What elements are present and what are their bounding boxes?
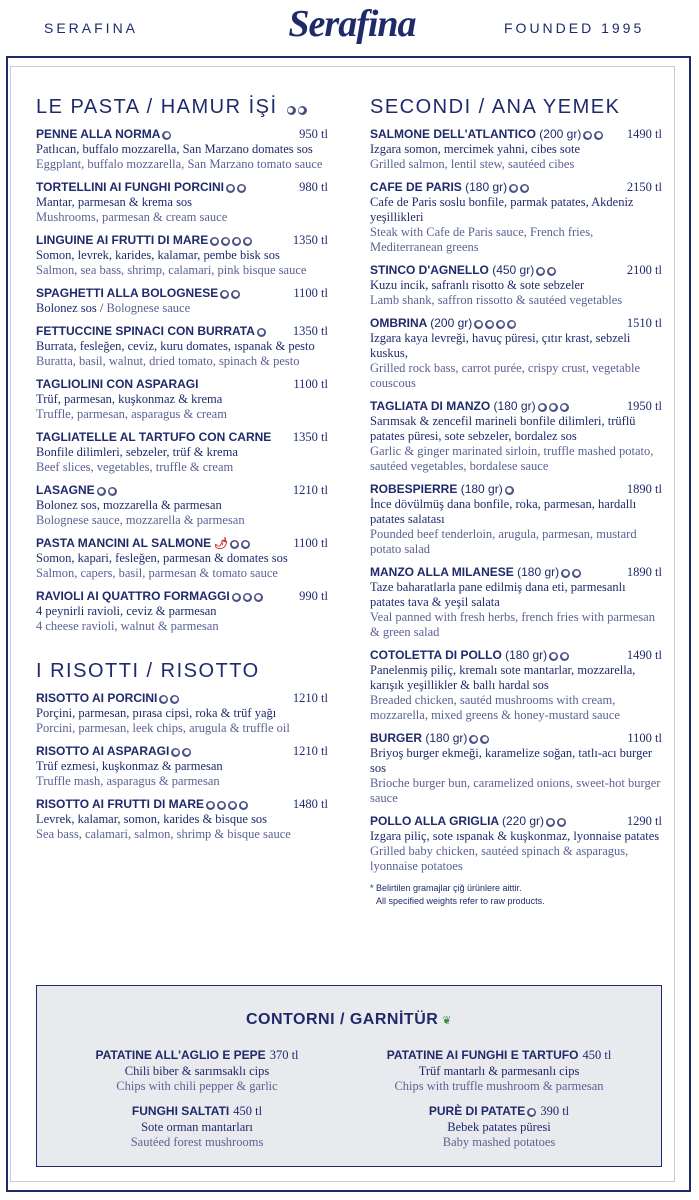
item-name: LASAGNE ● ● [36, 483, 116, 497]
item-name: POLLO ALLA GRIGLIA (220 gr) ● ● [370, 814, 565, 828]
item-name: SALMONE DELL'ATLANTICO (200 gr) ● ● [370, 127, 602, 141]
allergen-icon: ● [481, 735, 488, 743]
chili-icon: 🌶 [214, 538, 229, 550]
item-price: 1490 tl [626, 127, 662, 141]
item-desc-tr: Mantar, parmesan & krema sos [36, 195, 193, 209]
item-price: 1890 tl [626, 482, 662, 496]
item-desc-tr: Chili biber & sarımsaklı cips [124, 1064, 270, 1078]
menu-item [36, 286, 328, 316]
item-desc-tr: Bolonez sos, mozzarella & parmesan [36, 498, 222, 512]
item-desc-tr: Trüf mantarlı & parmesanlı cips [418, 1064, 580, 1078]
menu-item [370, 565, 662, 640]
allergen-icon: ● [584, 131, 591, 139]
item-name: TAGLIATELLE AL TARTUFO CON CARNE [36, 430, 272, 444]
item-name: RAVIOLI AI QUATTRO FORMAGGI ● ● ● [36, 589, 262, 603]
item-desc-tr: Burrata, fesleğen, ceviz, kuru domates, ıspanak & pesto [36, 339, 315, 353]
allergen-icon: ● [172, 748, 179, 756]
item-desc-en: Salmon, capers, basil, parmesan & tomato sauce [36, 566, 278, 580]
menu-item [36, 180, 328, 225]
allergen-icon: ● [227, 184, 234, 192]
item-name: SPAGHETTI ALLA BOLOGNESE ● ● [36, 286, 239, 300]
item-desc-en: Lamb shank, saffron rissotto & sautéed vegetables [370, 293, 623, 307]
item-price: 1480 tl [292, 797, 328, 811]
item-price: 1490 tl [626, 648, 662, 662]
founded-text: FOUNDED 1995 [504, 20, 645, 36]
item-name: PENNE ALLA NORMA ● [36, 127, 170, 141]
menu-item [36, 536, 328, 581]
item-desc-tr: Bebek patates püresi [447, 1120, 551, 1134]
allergen-icon: ● [550, 652, 557, 660]
item-price: 2150 tl [626, 180, 662, 194]
item-desc-tr: İnce dövülmüş dana bonfile, roka, parmesan, hardallı patates salatası [370, 497, 637, 526]
pasta-section-title: LE PASTA / HAMUR İŞİ ● ● [36, 96, 306, 118]
item-desc-en: Sautéed forest mushrooms [130, 1135, 264, 1149]
item-name: PASTA MANCINI AL SALMONE 🌶 ● ● [36, 536, 249, 550]
item-name: FETTUCCINE SPINACI CON BURRATA ● [36, 324, 265, 338]
item-desc-en: Brioche burger bun, caramelized onions, sweet-hot burger sauce [370, 776, 661, 805]
allergen-icon: ● [497, 320, 504, 328]
item-desc-en: Veal panned with fresh herbs, french fries with parmesan & green salad [370, 610, 655, 639]
allergen-icon: ● [298, 106, 306, 114]
allergen-icon: ● [171, 695, 178, 703]
item-desc-en: Salmon, sea bass, shrimp, calamari, pink bisque sauce [36, 263, 307, 277]
menu-item [36, 233, 328, 278]
allergen-icon: ● [233, 237, 240, 245]
menu-item [36, 691, 328, 736]
item-desc-tr: Somon, levrek, karides, kalamar, pembe bisk sos [36, 248, 280, 262]
item-desc-en: Truffle mash, asparagus & parmesan [36, 774, 220, 788]
allergen-icon: ● [183, 748, 190, 756]
item-name: PATATINE ALL'AGLIO E PEPE [95, 1048, 266, 1062]
item-price: 1100 tl [293, 536, 328, 550]
item-desc-tr: Cafe de Paris soslu bonfile, parmak patates, Akdeniz yeşillikleri [370, 195, 634, 224]
menu-item [370, 731, 662, 806]
allergen-icon: ● [109, 487, 116, 495]
contorni-title: CONTORNI / GARNİTÜR ❦ [245, 1011, 453, 1028]
allergen-icon: ● [229, 801, 236, 809]
item-price: 390 tl [540, 1104, 570, 1118]
item-price: 1510 tl [626, 316, 662, 330]
allergen-icon: ● [539, 403, 546, 411]
allergen-icon: ● [163, 131, 170, 139]
item-price: 1290 tl [626, 814, 662, 828]
right-column [370, 96, 662, 908]
item-desc-tr: Taze baharatlarla pane edilmiş dana eti, parmesanlı patates tava & yeşil salata [370, 580, 626, 609]
item-desc-en: Pounded beef tenderloin, arugula, parmesan, mustard potato salad [370, 527, 637, 556]
item-desc-en: Buratta, basil, walnut, dried tomato, spinach & pesto [36, 354, 300, 368]
item-desc-en: Chips with chili pepper & garlic [116, 1079, 278, 1093]
allergen-icon: ● [528, 1108, 535, 1116]
side-item [349, 1102, 649, 1150]
item-price: 1350 tl [292, 430, 328, 444]
item-desc-tr: Somon, kapari, fesleğen, parmesan & domates sos [36, 551, 288, 565]
allergen-icon: ● [207, 801, 214, 809]
item-name: PURÈ DI PATATE ● [428, 1104, 535, 1118]
item-name: CAFE DE PARIS (180 gr) ● ● [370, 180, 528, 194]
item-name: BURGER (180 gr) ● ● [370, 731, 488, 745]
item-desc-tr: Izgara kaya levreği, havuç püresi, çıtır krast, sebzeli kuskus, [370, 331, 631, 360]
allergen-icon: ● [510, 184, 517, 192]
allergen-icon: ● [475, 320, 482, 328]
item-desc-en: Sea bass, calamari, salmon, shrimp & bisque sauce [36, 827, 291, 841]
item-price: 950 tl [299, 127, 328, 141]
item-name: TAGLIATA DI MANZO (180 gr) ● ● ● [370, 399, 568, 413]
serafina-logo: Serafina [288, 3, 416, 45]
allergen-icon: ● [258, 328, 265, 336]
item-name: RISOTTO AI PORCINI ● ● [36, 691, 178, 705]
item-desc-tr: Bonfile dilimleri, sebzeler, trüf & krema [36, 445, 238, 459]
menu-item [36, 324, 328, 369]
item-name: RISOTTO AI ASPARAGI ● ● [36, 744, 190, 758]
allergen-icon: ● [508, 320, 515, 328]
item-desc-en: Truffle, parmesan, asparagus & cream [36, 407, 227, 421]
item-price: 450 tl [582, 1048, 612, 1062]
allergen-icon: ● [160, 695, 167, 703]
allergen-icon: ● [558, 818, 565, 826]
item-price: 1210 tl [292, 744, 328, 758]
menu-item [36, 430, 328, 475]
allergen-icon: ● [561, 403, 568, 411]
allergen-icon: ● [255, 593, 262, 601]
item-name: LINGUINE AI FRUTTI DI MARE ● ● ● ● [36, 233, 251, 247]
allergen-icon: ● [548, 267, 555, 275]
item-desc-tr: Kuzu incik, safranlı risotto & sote sebzeler [370, 278, 585, 292]
item-desc-tr: Patlıcan, buffalo mozzarella, San Marzano domates sos [36, 142, 313, 156]
item-price: 1890 tl [626, 565, 662, 579]
item-name: PATATINE AI FUNGHI E TARTUFO [386, 1048, 579, 1062]
item-desc-tr: Trüf, parmesan, kuşkonmaz & krema [36, 392, 223, 406]
menu-item [370, 263, 662, 308]
allergen-icon: ● [547, 818, 554, 826]
menu-item [370, 648, 662, 723]
item-desc-en: Garlic & ginger marinated sirloin, truffle mashed potato, sautéed vegetables, bordalese sauce [370, 444, 654, 473]
weight-footnote: * Belirtilen gramajlar çiğ ürünlere aittir. All specified weights refer to raw products. [370, 883, 545, 906]
item-name: RISOTTO AI FRUTTI DI MARE ● ● ● ● [36, 797, 247, 811]
menu-item [36, 483, 328, 528]
item-desc-en: Grilled rock bass, carrot purée, crispy crust, vegetable couscous [370, 361, 641, 390]
secondi-section-title: SECONDI / ANA YEMEK [370, 96, 621, 118]
item-desc-en: Porcini, parmesan, leek chips, arugula & truffle oil [36, 721, 290, 735]
item-price: 990 tl [299, 589, 328, 603]
item-price: 1100 tl [293, 286, 328, 300]
menu-item [370, 180, 662, 255]
allergen-icon: ● [595, 131, 602, 139]
item-desc-en: Bolognese sauce, mozzarella & parmesan [36, 513, 245, 527]
allergen-icon: ● [486, 320, 493, 328]
risotto-section-title: I RISOTTI / RISOTTO [36, 660, 260, 682]
item-price: 1210 tl [292, 483, 328, 497]
menu-item [36, 127, 328, 172]
item-name: STINCO D'AGNELLO (450 gr) ● ● [370, 263, 555, 277]
item-price: 1100 tl [627, 731, 662, 745]
menu-header [0, 0, 699, 58]
item-name: COTOLETTA DI POLLO (180 gr) ● ● [370, 648, 568, 662]
allergen-icon: ● [232, 290, 239, 298]
item-name: TORTELLINI AI FUNGHI PORCINI ● ● [36, 180, 245, 194]
allergen-icon: ● [506, 486, 513, 494]
allergen-icon: ● [537, 267, 544, 275]
item-price: 1350 tl [292, 233, 328, 247]
item-name: ROBESPIERRE (180 gr) ● [370, 482, 513, 496]
allergen-icon: ● [233, 593, 240, 601]
allergen-icon: ● [470, 735, 477, 743]
item-price: 370 tl [269, 1048, 299, 1062]
allergen-icon: ● [244, 237, 251, 245]
allergen-icon: ● [287, 106, 295, 114]
item-desc-en: 4 cheese ravioli, walnut & parmesan [36, 619, 219, 633]
item-name: TAGLIOLINI CON ASPARAGI [36, 377, 199, 391]
item-desc-en: Steak with Cafe de Paris sauce, French fries, Mediterranean greens [370, 225, 594, 254]
menu-item [36, 377, 328, 422]
allergen-icon: ● [562, 569, 569, 577]
item-desc-en: Grilled baby chicken, sautéed spinach & asparagus, lyonnaise potatoes [370, 844, 629, 873]
allergen-icon: ● [231, 540, 238, 548]
item-desc-en: Mushrooms, parmesan & cream sauce [36, 210, 228, 224]
menu-item [36, 797, 328, 842]
item-name: MANZO ALLA MILANESE (180 gr) ● ● [370, 565, 580, 579]
item-desc-en: Eggplant, buffalo mozzarella, San Marzano tomato sauce [36, 157, 323, 171]
item-desc-tr: Sarımsak & zencefil marineli bonfile dilimleri, trüflü patates püresi, sote sebzeler, bordalez sos [370, 414, 636, 443]
allergen-icon: ● [521, 184, 528, 192]
menu-item [370, 127, 662, 172]
allergen-icon: ● [240, 801, 247, 809]
allergen-icon: ● [221, 290, 228, 298]
item-desc-tr: Izgara piliç, sote ıspanak & kuşkonmaz, lyonnaise patates [370, 829, 660, 843]
item-desc-tr: Panelenmiş piliç, kremalı sote mantarlar, mozzarella, karışık yeşillikler & ballı hardal sos [370, 663, 636, 692]
allergen-icon: ● [98, 487, 105, 495]
item-desc-en: Breaded chicken, sautéd mushrooms with cream, mozzarella, mixed greens & honey-mustard sauce [370, 693, 620, 722]
item-price: 1350 tl [292, 324, 328, 338]
item-name: OMBRINA (200 gr) ● ● ● ● [370, 316, 515, 330]
allergen-icon: ● [242, 540, 249, 548]
menu-item [36, 744, 328, 789]
item-desc: Bolonez sos / Bolognese sauce [36, 301, 191, 315]
menu-item [370, 482, 662, 557]
item-desc-tr: Sote orman mantarları [141, 1120, 253, 1134]
item-desc-tr: 4 peynirli ravioli, ceviz & parmesan [36, 604, 217, 618]
side-item [47, 1046, 347, 1094]
allergen-icon: ● [222, 237, 229, 245]
allergen-icon: ● [218, 801, 225, 809]
item-desc-tr: Trüf ezmesi, kuşkonmaz & parmesan [36, 759, 223, 773]
item-desc-en: Chips with truffle mushroom & parmesan [394, 1079, 604, 1093]
item-desc-tr: Levrek, kalamar, somon, karides & bisque sos [36, 812, 268, 826]
item-desc-en: Beef slices, vegetables, truffle & cream [36, 460, 234, 474]
menu-item [370, 316, 662, 391]
menu-item [370, 814, 662, 874]
item-desc-tr: Izgara somon, mercimek yahni, cibes sote [370, 142, 580, 156]
left-column [36, 96, 328, 850]
item-price: 1950 tl [626, 399, 662, 413]
allergen-icon: ● [244, 593, 251, 601]
item-price: 2100 tl [626, 263, 662, 277]
item-desc-tr: Briyoş burger ekmeği, karamelize soğan, tatlı-acı burger sos [370, 746, 653, 775]
side-item [349, 1046, 649, 1094]
item-desc-en: Grilled salmon, lentil stew, sautéed cibes [370, 157, 575, 171]
allergen-icon: ● [573, 569, 580, 577]
side-item [47, 1102, 347, 1150]
item-name: FUNGHI SALTATI [131, 1104, 230, 1118]
item-price: 980 tl [299, 180, 328, 194]
item-desc-tr: Porçini, parmesan, pırasa cipsi, roka & trüf yağı [36, 706, 277, 720]
item-price: 1100 tl [293, 377, 328, 391]
allergen-icon: ● [550, 403, 557, 411]
menu-item [370, 399, 662, 474]
allergen-icon: ● [211, 237, 218, 245]
item-desc-en: Baby mashed potatoes [442, 1135, 556, 1149]
allergen-icon: ● [238, 184, 245, 192]
item-price: 1210 tl [292, 691, 328, 705]
vegetarian-leaf-icon: ❦ [442, 1015, 453, 1027]
menu-item [36, 589, 328, 634]
contorni-box [36, 985, 662, 1167]
brand-name: SERAFINA [44, 20, 139, 36]
item-price: 450 tl [233, 1104, 263, 1118]
allergen-icon: ● [561, 652, 568, 660]
